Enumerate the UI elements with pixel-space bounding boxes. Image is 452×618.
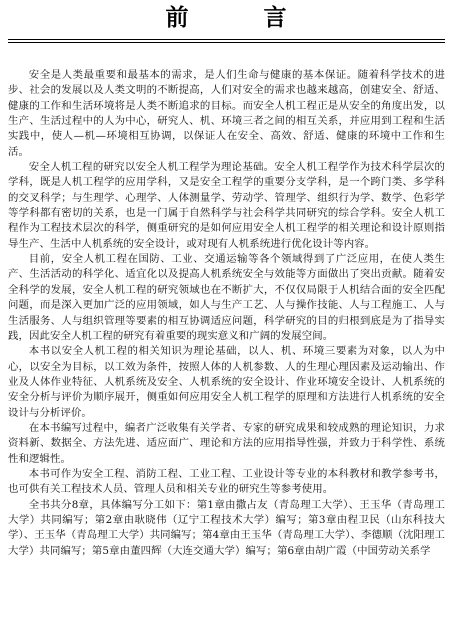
- preface-body: [8, 68, 445, 559]
- paragraph-6: 本书可作为安全工程、消防工程、工业工程、工业设计等专业的本科教材和教学参考书，也可供有关工程技术人员、管理人员和相关专业的研究生等参考使用。: [8, 467, 445, 496]
- title-rule-thin: [8, 42, 445, 43]
- title-rule-thick: [8, 39, 445, 40]
- paragraph-4: 本书以安全人机工程的相关知识为理论基础，以人、机、环境三要素为对象，以人为中心，以安全为目标，以工效为条件，按照人体的人机参数、人的生理心理因素及运动输出、作业及人体作业特征、人机系统及安全、人机系统的安全设计、作业环境安全设计、人机系统的安全分析与评价为顺序展开，侧重如何应用安全人机工程学的原理和方法进行人机系统的安全设计与分析评价。: [8, 345, 445, 419]
- paragraph-3: 目前，安全人机工程在国防、工业、交通运输等各个领域得到了广泛应用，在使人类生产、生活活动的科学化、适宜化以及提高人机系统安全与效能等方面做出了突出贡献。随着安全科学的发展，安全人机工程的研究领域也在不断扩大，不仅仅局限于人机结合面的安全匹配问题，而是深入更加广泛的应用领域，如人与生产工艺、人与操作技能、人与工程施工、人与生活服务、人与组织管理等要素的相互协调适应问题，科学研究的目的归根到底是为了指导实践，因此安全人机工程的研究有着重要的现实意义和广阔的发展空间。: [8, 253, 445, 342]
- paragraph-7: 全书共分8章，具体编写分工如下：第1章由撒占友（青岛理工大学）、王玉华（青岛理工大学）共同编写；第2章由耿晓伟（辽宁工程技术大学）编写；第3章由程卫民（山东科技大学）、王玉华（青岛理工大学）共同编写；第4章由王玉华（青岛理工大学）、李德顺（沈阳理工大学）共同编写；第5章由董四辉（大连交通大学）编写；第6章由胡广霞（中国劳动关系学: [8, 498, 445, 557]
- paragraph-1: 安全是人类最重要和最基本的需求，是人们生命与健康的基本保证。随着科学技术的进步、社会的发展以及人类文明的不断提高，人们对安全的需求也越来越高，创建安全、舒适、健康的工作和生活环境将是人类不断追求的目标。而安全人机工程正是从安全的角度出发，以生产、生活过程中的人为中心，研究人、机、环境三者之间的相互关系，并应用到工程和生活实践中，使人—机—环境相互协调，以保证人在安全、高效、舒适、健康的环境中工作和生活。: [8, 69, 445, 158]
- page-title: 前 言: [165, 5, 313, 31]
- paragraph-5: 在本书编写过程中，编者广泛收集有关学者、专家的研究成果和较成熟的理论知识，力求资料新、数据全、方法先进、适应面广、理论和方法的应用指导性强，并致力于科学性、系统性和逻辑性。: [8, 421, 445, 465]
- paragraph-2: 安全人机工程的研究以安全人机工程学为理论基础。安全人机工程学作为技术科学层次的学科，既是人机工程学的应用学科，又是安全工程学的重要分支学科，是一个跨门类、多学科的交叉科学；与生理学、心理学、人体测量学、劳动学、管理学、组织行为学、数学、色彩学等学科都有密切的关系，也是一门属于自然科学与社会科学共同研究的综合学科。安全人机工程作为工程技术层次的科学，侧重研究的是如何应用安全人机工程学的相关理论和设计原则指导生产、生活中人机系统的安全设计，或对现有人机系统进行优化设计等内容。: [8, 161, 445, 250]
